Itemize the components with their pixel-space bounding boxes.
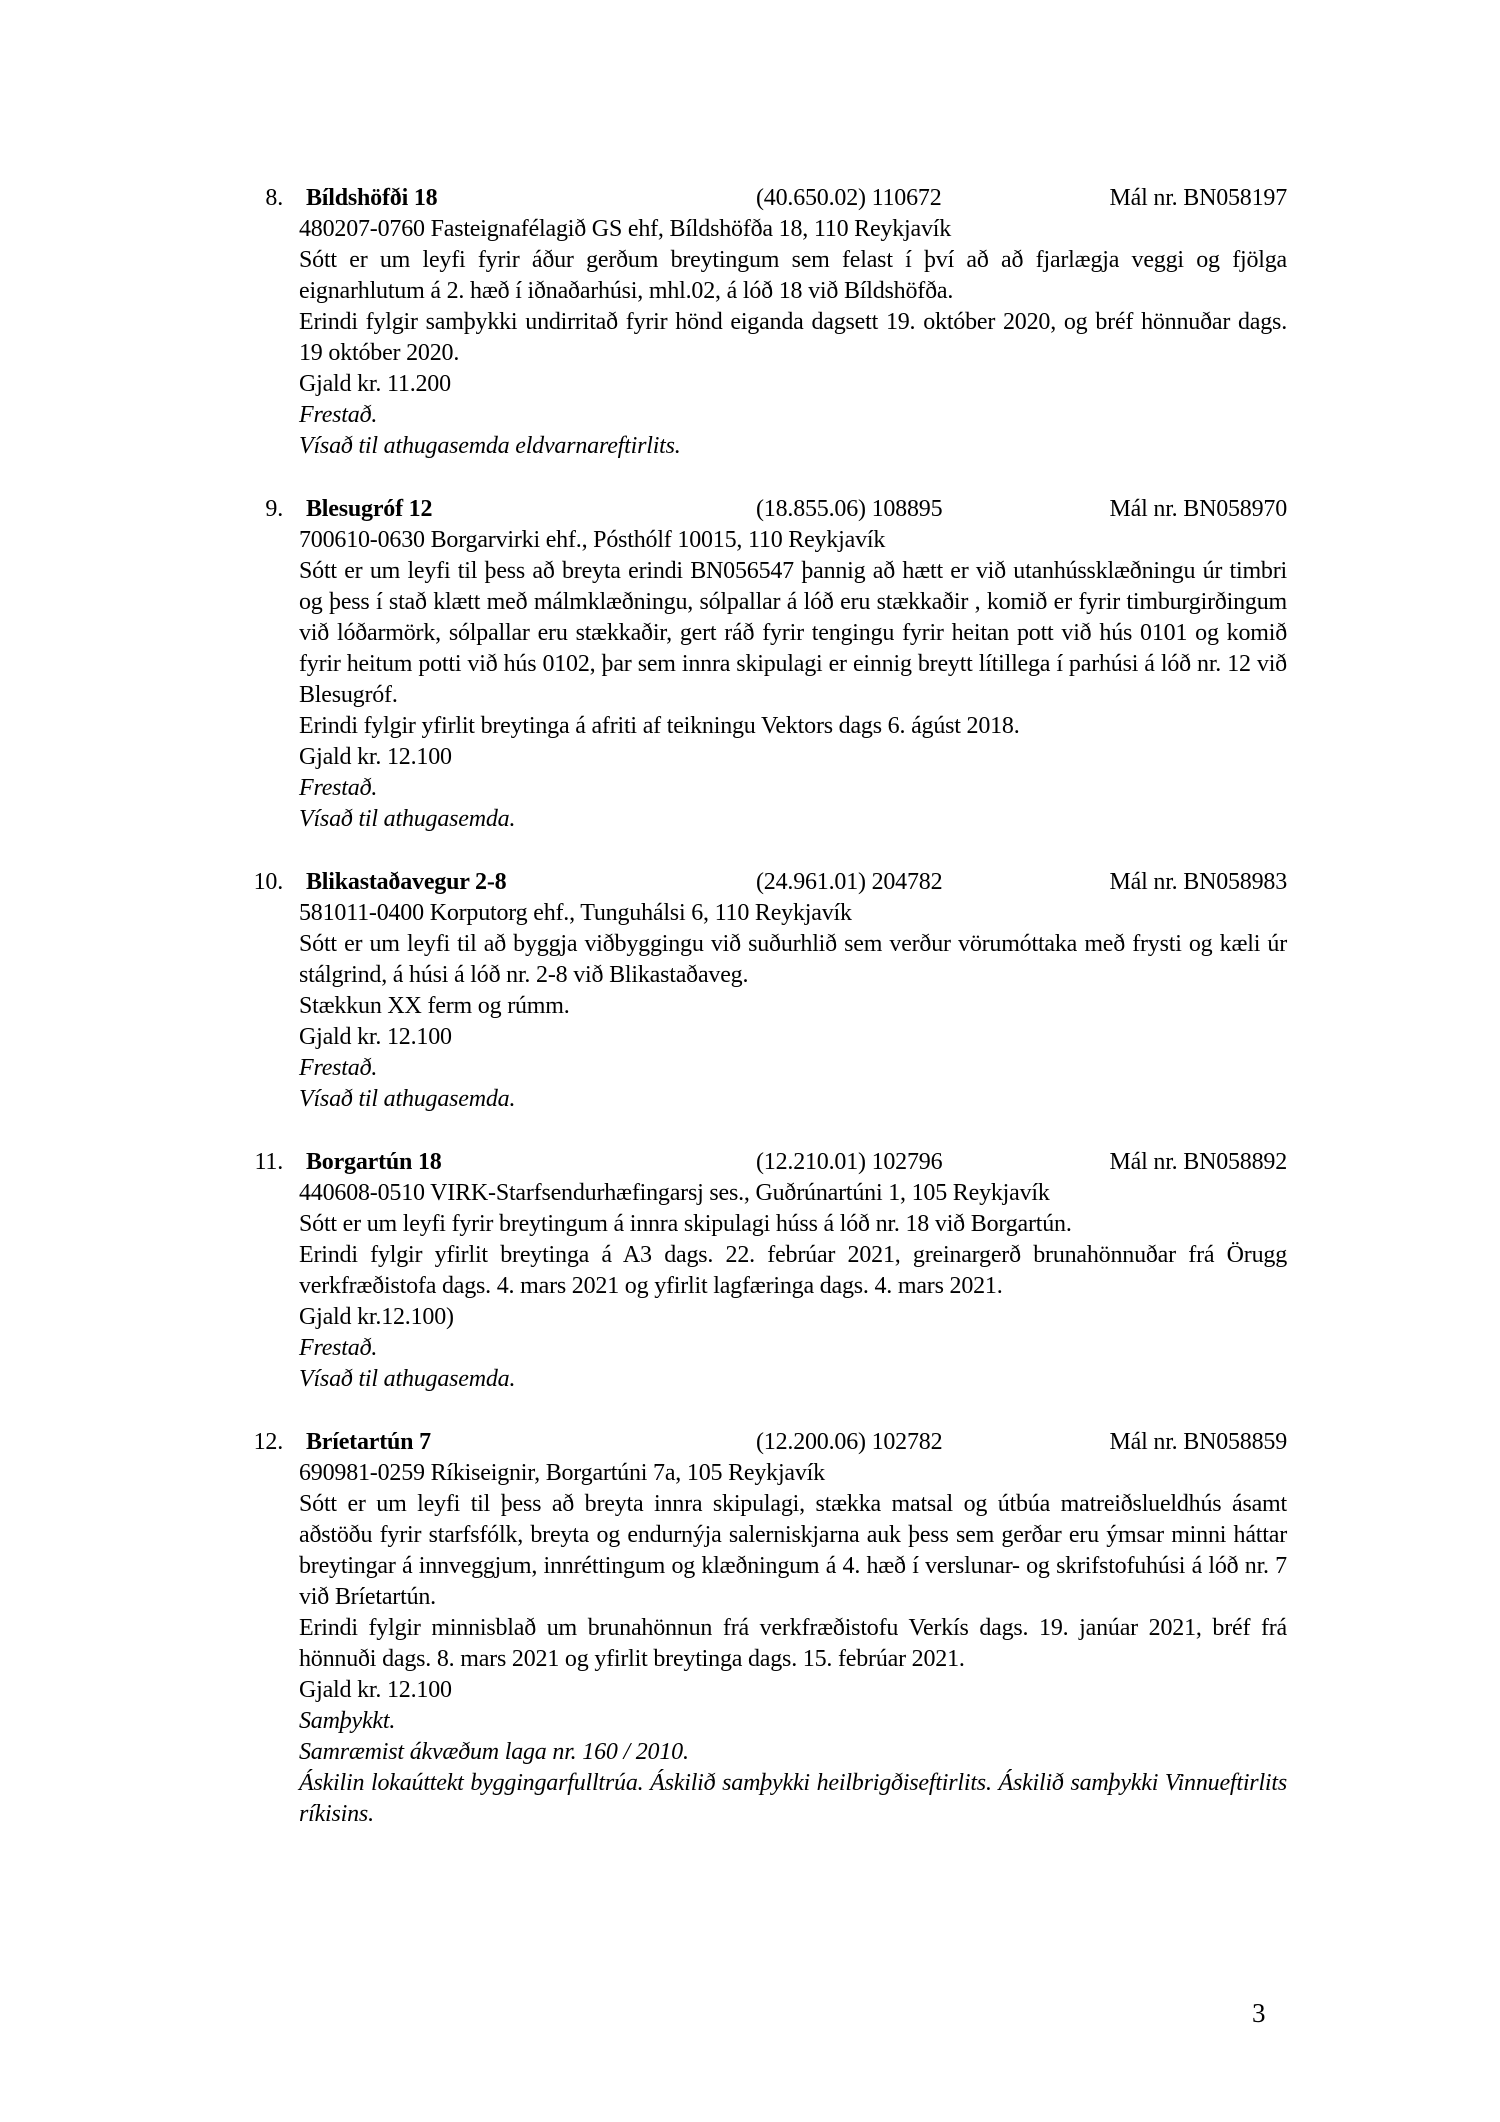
- item-status-line: Vísað til athugasemda eldvarnareftirlits.: [299, 433, 681, 459]
- item-case-number: Mál nr. BN058970: [1109, 496, 1287, 522]
- agenda-item: [240, 183, 1287, 462]
- item-reference: (40.650.02) 110672: [756, 185, 942, 211]
- item-paragraph: Sótt er um leyfi til þess að breyta erindi BN056547 þannig að hætt er við utanhússklæðningu úr timbri og þess í stað klætt með málmklæðningu, sólpallar á lóð eru stækkaðir , komið er fyrir timburgirðingum við lóðarmörk, sólpallar eru stækkaðir, gert ráð fyrir tengingu fyrir heitan pott við hús 0101 og komið fyrir heitum potti við hús 0102, þar sem innra skipulagi er einnig breytt lítillega í parhúsi á lóð nr. 12 við Blesugróf.: [299, 558, 1287, 708]
- item-case-number: Mál nr. BN058197: [1109, 185, 1287, 211]
- item-header: [240, 183, 1287, 214]
- item-number: 12.: [253, 1429, 283, 1455]
- agenda-item-list: [240, 183, 1287, 1862]
- page-number: 3: [1252, 1998, 1266, 2028]
- item-case-number: Mál nr. BN058892: [1109, 1149, 1287, 1175]
- item-case-number: Mál nr. BN058859: [1109, 1429, 1287, 1455]
- item-title: Bíldshöfði 18: [306, 185, 438, 211]
- item-title: Blesugróf 12: [306, 496, 433, 522]
- item-paragraph: Stækkun XX ferm og rúmm.: [299, 993, 570, 1019]
- item-status-line: Frestað.: [299, 402, 378, 428]
- item-paragraph: Erindi fylgir yfirlit breytinga á afriti af teikningu Vektors dags 6. ágúst 2018.: [299, 713, 1020, 739]
- item-paragraph: Sótt er um leyfi til að byggja viðbyggingu við suðurhlið sem verður vörumóttaka með frysti og kæli úr stálgrind, á húsi á lóð nr. 2-8 við Blikastaðaveg.: [299, 931, 1287, 988]
- item-address: 480207-0760 Fasteignafélagið GS ehf, Bíldshöfða 18, 110 Reykjavík: [299, 216, 952, 242]
- item-reference: (18.855.06) 108895: [756, 496, 943, 522]
- item-paragraph: Gjald kr. 12.100: [299, 744, 452, 770]
- item-status-line: Áskilin lokaúttekt byggingarfulltrúa. Áskilið samþykki heilbrigðiseftirlits. Áskilið samþykki Vinnueftirlits ríkisins.: [299, 1770, 1287, 1827]
- item-address: 581011-0400 Korputorg ehf., Tunguhálsi 6, 110 Reykjavík: [299, 900, 852, 926]
- item-status-line: Frestað.: [299, 775, 378, 801]
- item-status-line: Vísað til athugasemda.: [299, 1086, 516, 1112]
- item-paragraph: Gjald kr. 12.100: [299, 1677, 452, 1703]
- agenda-item: [240, 1427, 1287, 1830]
- item-paragraph: Erindi fylgir minnisblað um brunahönnun frá verkfræðistofu Verkís dags. 19. janúar 2021, bréf frá hönnuði dags. 8. mars 2021 og yfirlit breytinga dags. 15. febrúar 2021.: [299, 1615, 1287, 1672]
- item-reference: (12.210.01) 102796: [756, 1149, 943, 1175]
- item-status-line: Samþykkt.: [299, 1708, 396, 1734]
- item-body: [299, 1458, 1287, 1830]
- item-paragraph: Gjald kr. 11.200: [299, 371, 451, 397]
- item-paragraph: Sótt er um leyfi til þess að breyta innra skipulagi, stækka matsal og útbúa matreiðslueldhús ásamt aðstöðu fyrir starfsfólk, breyta og endurnýja salerniskjarna auk þess sem gerðar eru ýmsar minni háttar breytingar á innveggjum, innréttingum og klæðningum á 4. hæð í verslunar- og skrifstofuhúsi á lóð nr. 7 við Bríetartún.: [299, 1491, 1287, 1610]
- item-paragraph: Erindi fylgir yfirlit breytinga á A3 dags. 22. febrúar 2021, greinargerð brunahönnuðar frá Örugg verkfræðistofa dags. 4. mars 2021 og yfirlit lagfæringa dags. 4. mars 2021.: [299, 1242, 1287, 1299]
- agenda-item: [240, 1147, 1287, 1395]
- item-body: [299, 525, 1287, 835]
- item-paragraph: Erindi fylgir samþykki undirritað fyrir hönd eiganda dagsett 19. október 2020, og bréf hönnuðar dags. 19 október 2020.: [299, 309, 1287, 366]
- item-reference: (12.200.06) 102782: [756, 1429, 943, 1455]
- item-status-line: Vísað til athugasemda.: [299, 806, 516, 832]
- item-status-line: Vísað til athugasemda.: [299, 1366, 516, 1392]
- item-status-line: Frestað.: [299, 1335, 378, 1361]
- agenda-item: [240, 867, 1287, 1115]
- item-reference: (24.961.01) 204782: [756, 869, 943, 895]
- item-number: 8.: [265, 185, 283, 211]
- item-paragraph: Gjald kr.12.100): [299, 1304, 454, 1330]
- item-header: [240, 1147, 1287, 1178]
- item-header: [240, 1427, 1287, 1458]
- item-status-line: Samræmist ákvæðum laga nr. 160 / 2010.: [299, 1739, 689, 1765]
- item-number: 11.: [254, 1149, 283, 1175]
- item-status-line: Frestað.: [299, 1055, 378, 1081]
- agenda-item: [240, 494, 1287, 835]
- item-paragraph: Gjald kr. 12.100: [299, 1024, 452, 1050]
- item-body: [299, 1178, 1287, 1395]
- item-case-number: Mál nr. BN058983: [1109, 869, 1287, 895]
- item-address: 440608-0510 VIRK-Starfsendurhæfingarsj ses., Guðrúnartúni 1, 105 Reykjavík: [299, 1180, 1050, 1206]
- item-number: 10.: [253, 869, 283, 895]
- item-number: 9.: [265, 496, 283, 522]
- item-title: Borgartún 18: [306, 1149, 442, 1175]
- item-paragraph: Sótt er um leyfi fyrir áður gerðum breytingum sem felast í því að að fjarlægja veggi og fjölga eignarhlutum á 2. hæð í iðnaðarhúsi, mhl.02, á lóð 18 við Bíldshöfða.: [299, 247, 1287, 304]
- item-address: 690981-0259 Ríkiseignir, Borgartúni 7a, 105 Reykjavík: [299, 1460, 825, 1486]
- item-title: Bríetartún 7: [306, 1429, 431, 1455]
- item-address: 700610-0630 Borgarvirki ehf., Pósthólf 10015, 110 Reykjavík: [299, 527, 886, 553]
- item-title: Blikastaðavegur 2-8: [306, 869, 507, 895]
- item-paragraph: Sótt er um leyfi fyrir breytingum á innra skipulagi húss á lóð nr. 18 við Borgartún.: [299, 1211, 1072, 1237]
- item-header: [240, 867, 1287, 898]
- item-body: [299, 898, 1287, 1115]
- item-body: [299, 214, 1287, 462]
- item-header: [240, 494, 1287, 525]
